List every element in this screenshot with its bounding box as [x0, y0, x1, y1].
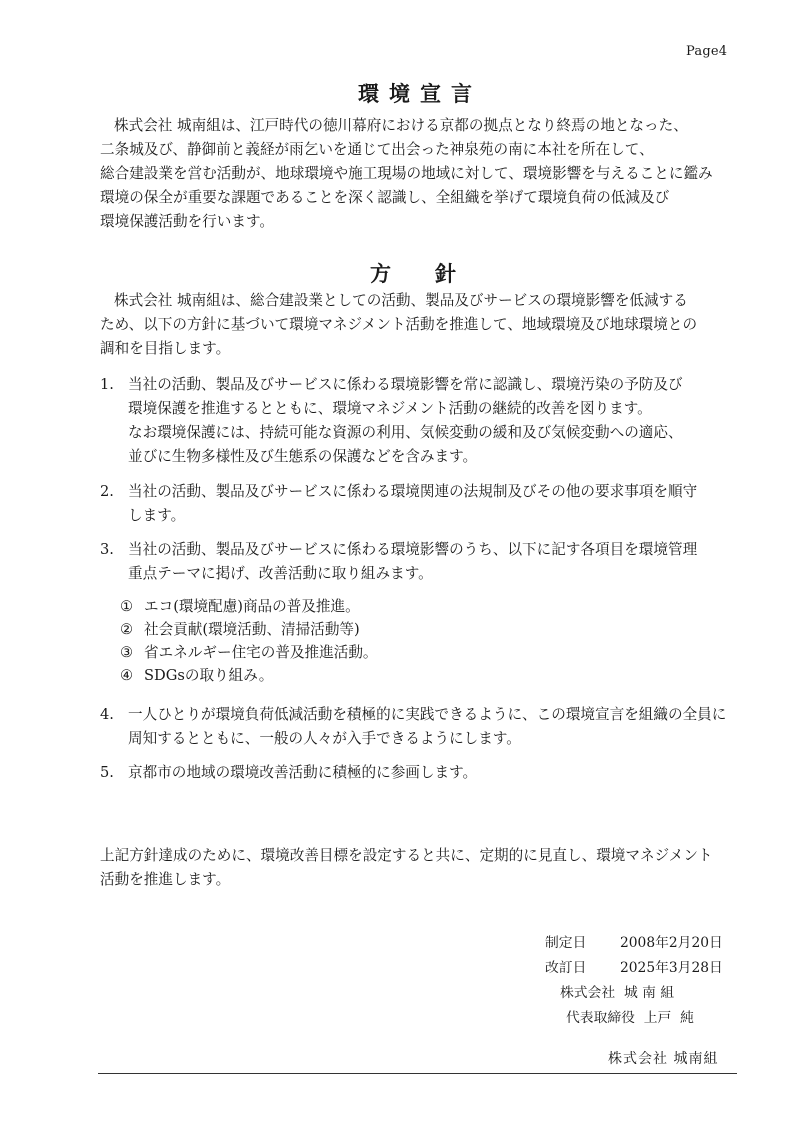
policy-intro-line: 調和を目指します。	[100, 340, 231, 357]
signature-company: 株式会社 城 南 組	[560, 985, 675, 1001]
policy-title: 方針	[370, 261, 500, 286]
policy-item-line: 周知するとともに、一般の人々が入手できるようにします。	[128, 730, 521, 747]
page-number: Page4	[686, 44, 728, 59]
established-label: 制定日	[545, 935, 587, 951]
policy-item-number: 5.	[100, 764, 114, 781]
policy-item-line: 一人ひとりが環境負荷低減活動を積極的に実践できるように、この環境宣言を組織の全員に	[128, 706, 727, 723]
focus-theme-text: 省エネルギー住宅の普及推進活動。	[144, 644, 378, 661]
focus-theme-item	[120, 664, 378, 687]
policy-item-line: 環境保護を推進するとともに、環境マネジメント活動の継続的改善を図ります。	[128, 400, 652, 417]
declaration-line: 株式会社 城南組は、江戸時代の徳川幕府における京都の拠点となり終焉の地となった、	[114, 117, 688, 134]
footer-divider	[98, 1073, 737, 1074]
declaration-line: 環境の保全が重要な課題であることを深く認識し、全組織を挙げて環境負荷の低減及び	[100, 189, 670, 206]
circled-number: ②	[120, 621, 134, 638]
declaration-line: 総合建設業を営む活動が、地球環境や施工現場の地域に対して、環境影響を与えることに鑑み	[100, 165, 713, 182]
declaration-line: 環境保護活動を行います。	[100, 213, 274, 230]
policy-item-line: します。	[128, 507, 186, 524]
focus-theme-item	[120, 595, 378, 618]
closing-line: 活動を推進します。	[100, 871, 231, 888]
declaration-title: 環境宣言	[358, 81, 482, 106]
policy-item-line: 当社の活動、製品及びサービスに係わる環境影響のうち、以下に記す各項目を環境管理	[128, 541, 698, 558]
focus-theme-item	[120, 618, 378, 641]
closing-statement	[100, 844, 740, 892]
policy-item-line: 当社の活動、製品及びサービスに係わる環境影響を常に認識し、環境汚染の予防及び	[128, 376, 683, 393]
circled-number: ①	[120, 598, 134, 615]
policy-item-number: 2.	[100, 483, 114, 500]
policy-intro-line: ため、以下の方針に基づいて環境マネジメント活動を推進して、地域環境及び地球環境との	[100, 316, 698, 333]
established-date: 2008年2月20日	[620, 935, 723, 951]
focus-theme-text: SDGsの取り組み。	[144, 667, 274, 684]
signature-representative: 代表取締役 上戸 純	[566, 1010, 694, 1026]
focus-theme-text: エコ(環境配慮)商品の普及推進。	[144, 598, 360, 615]
focus-theme-item	[120, 641, 378, 664]
focus-theme-text: 社会貢献(環境活動、清掃活動等)	[144, 621, 360, 638]
policy-item-line: 重点テーマに掲げ、改善活動に取り組みます。	[128, 565, 433, 582]
revised-label: 改訂日	[545, 960, 587, 976]
policy-item-line: 当社の活動、製品及びサービスに係わる環境関連の法規制及びその他の要求事項を順守	[128, 483, 698, 500]
policy-item-number: 1.	[100, 376, 114, 393]
policy-item-line: なお環境保護には、持続可能な資源の利用、気候変動の緩和及び気候変動への適応、	[128, 424, 683, 441]
policy-item-line: 並びに生物多様性及び生態系の保護などを含みます。	[128, 448, 478, 465]
declaration-body	[100, 114, 740, 234]
circled-number: ④	[120, 667, 134, 684]
declaration-line: 二条城及び、静御前と義経が雨乞いを通じて出会った神泉苑の南に本社を所在して、	[100, 141, 654, 158]
policy-intro-line: 株式会社 城南組は、総合建設業としての活動、製品及びサービスの環境影響を低減する	[114, 292, 688, 309]
policy-item-number: 3.	[100, 541, 114, 558]
policy-item-line: 京都市の地域の環境改善活動に積極的に参画します。	[128, 764, 478, 781]
footer-company: 株式会社 城南組	[608, 1051, 719, 1067]
revised-date: 2025年3月28日	[620, 960, 723, 976]
policy-intro	[100, 289, 740, 361]
policy-item-number: 4.	[100, 706, 114, 723]
closing-line: 上記方針達成のために、環境改善目標を設定すると共に、定期的に見直し、環境マネジメント	[100, 847, 713, 864]
focus-theme-list	[120, 595, 378, 687]
circled-number: ③	[120, 644, 134, 661]
